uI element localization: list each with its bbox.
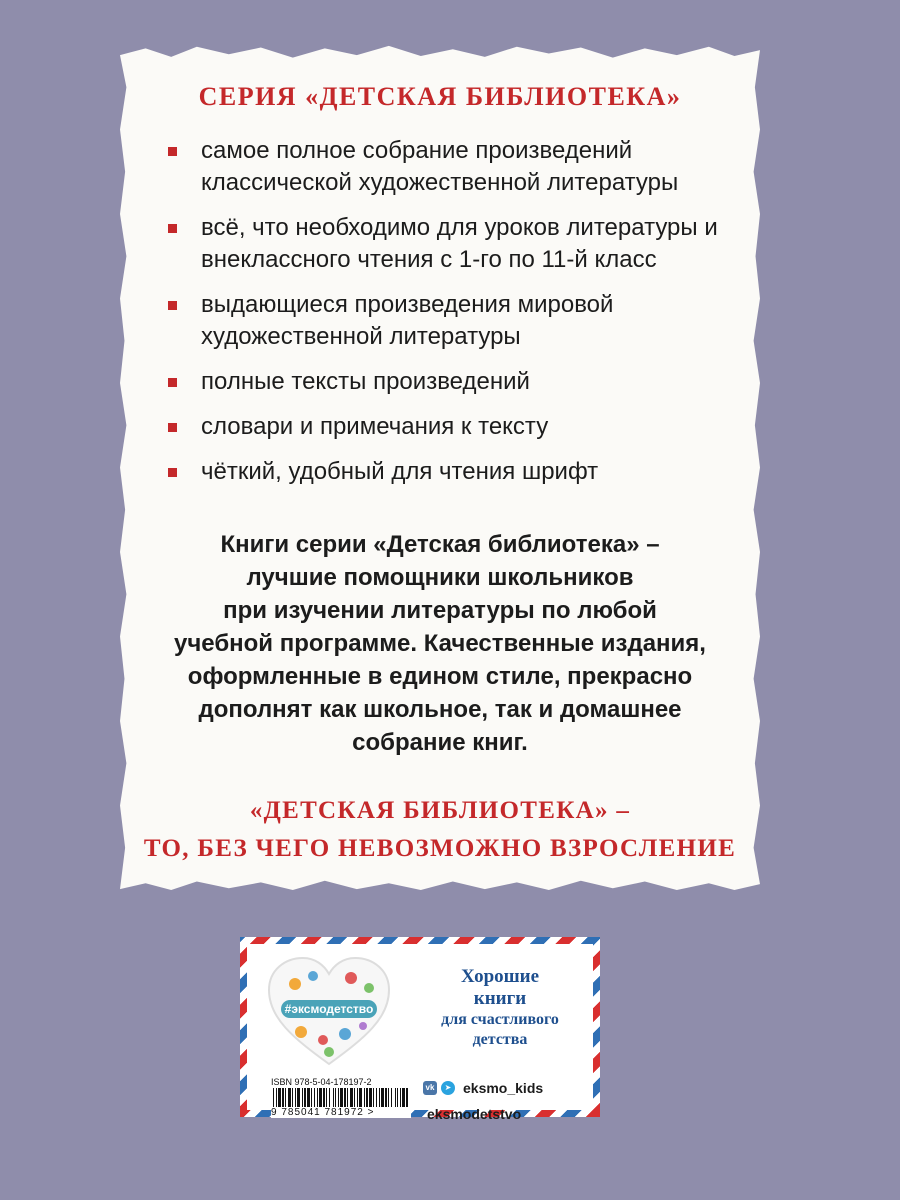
card-slogan-line: Хорошие (460, 966, 540, 987)
social-handle: eksmo_kids (463, 1080, 544, 1096)
feature-text: выдающиеся произведения мировой художественной литературы (201, 291, 614, 350)
feature-text: чёткий, удобный для чтения шрифт (201, 458, 599, 485)
card-slogan-line: книги (473, 988, 527, 1009)
barcode-number: 9 785041 781972 > (271, 1107, 411, 1118)
bullet-icon (168, 468, 177, 477)
feature-item (165, 366, 725, 398)
feature-item (165, 212, 725, 276)
vk-icon: vk (423, 1081, 437, 1095)
feature-item (165, 411, 725, 443)
feature-item (165, 135, 725, 199)
series-slogan: «ДЕТСКАЯ БИБЛИОТЕКА» – ТО, БЕЗ ЧЕГО НЕВОЗМОЖНО ВЗРОСЛЕНИЕ (143, 797, 737, 862)
bullet-icon (168, 378, 177, 387)
publisher-card-inner (247, 944, 593, 1122)
card-slogan (415, 966, 585, 1050)
hashtag-label: #эксмодетство (284, 1002, 374, 1016)
website-label: eksmodetstvo (427, 1106, 522, 1122)
feature-text: всё, что необходимо для уроков литературы и внеклассного чтения с 1-го по 11-й класс (201, 214, 718, 273)
feature-list (165, 135, 725, 501)
card-slogan-line: для счастливого (441, 1011, 559, 1028)
bullet-icon (168, 147, 177, 156)
bullet-icon (168, 224, 177, 233)
feature-item (165, 289, 725, 353)
publisher-card (240, 937, 600, 1122)
feature-text: словари и примечания к тексту (201, 413, 549, 440)
bullet-icon (168, 423, 177, 432)
isbn-text: ISBN 978-5-04-178197-2 (271, 1077, 372, 1087)
bullet-icon (168, 301, 177, 310)
feature-item (165, 456, 725, 488)
heart-logo-icon (265, 956, 393, 1068)
series-description: Книги серии «Детская библиотека» – лучшие помощники школьников при изучении литературы по любой учебной программе. Качественные издания, оформленные в едином стиле, прекрасно дополнят как школьное, так и домашнее собрание книг. (174, 531, 706, 756)
feature-text: полные тексты произведений (201, 368, 530, 395)
social-row (423, 1080, 543, 1096)
telegram-icon: ➤ (441, 1081, 455, 1095)
feature-text: самое полное собрание произведений классической художественной литературы (201, 137, 679, 196)
card-slogan-line: детства (472, 1031, 528, 1048)
series-title: СЕРИЯ «ДЕТСКАЯ БИБЛИОТЕКА» (198, 82, 682, 111)
